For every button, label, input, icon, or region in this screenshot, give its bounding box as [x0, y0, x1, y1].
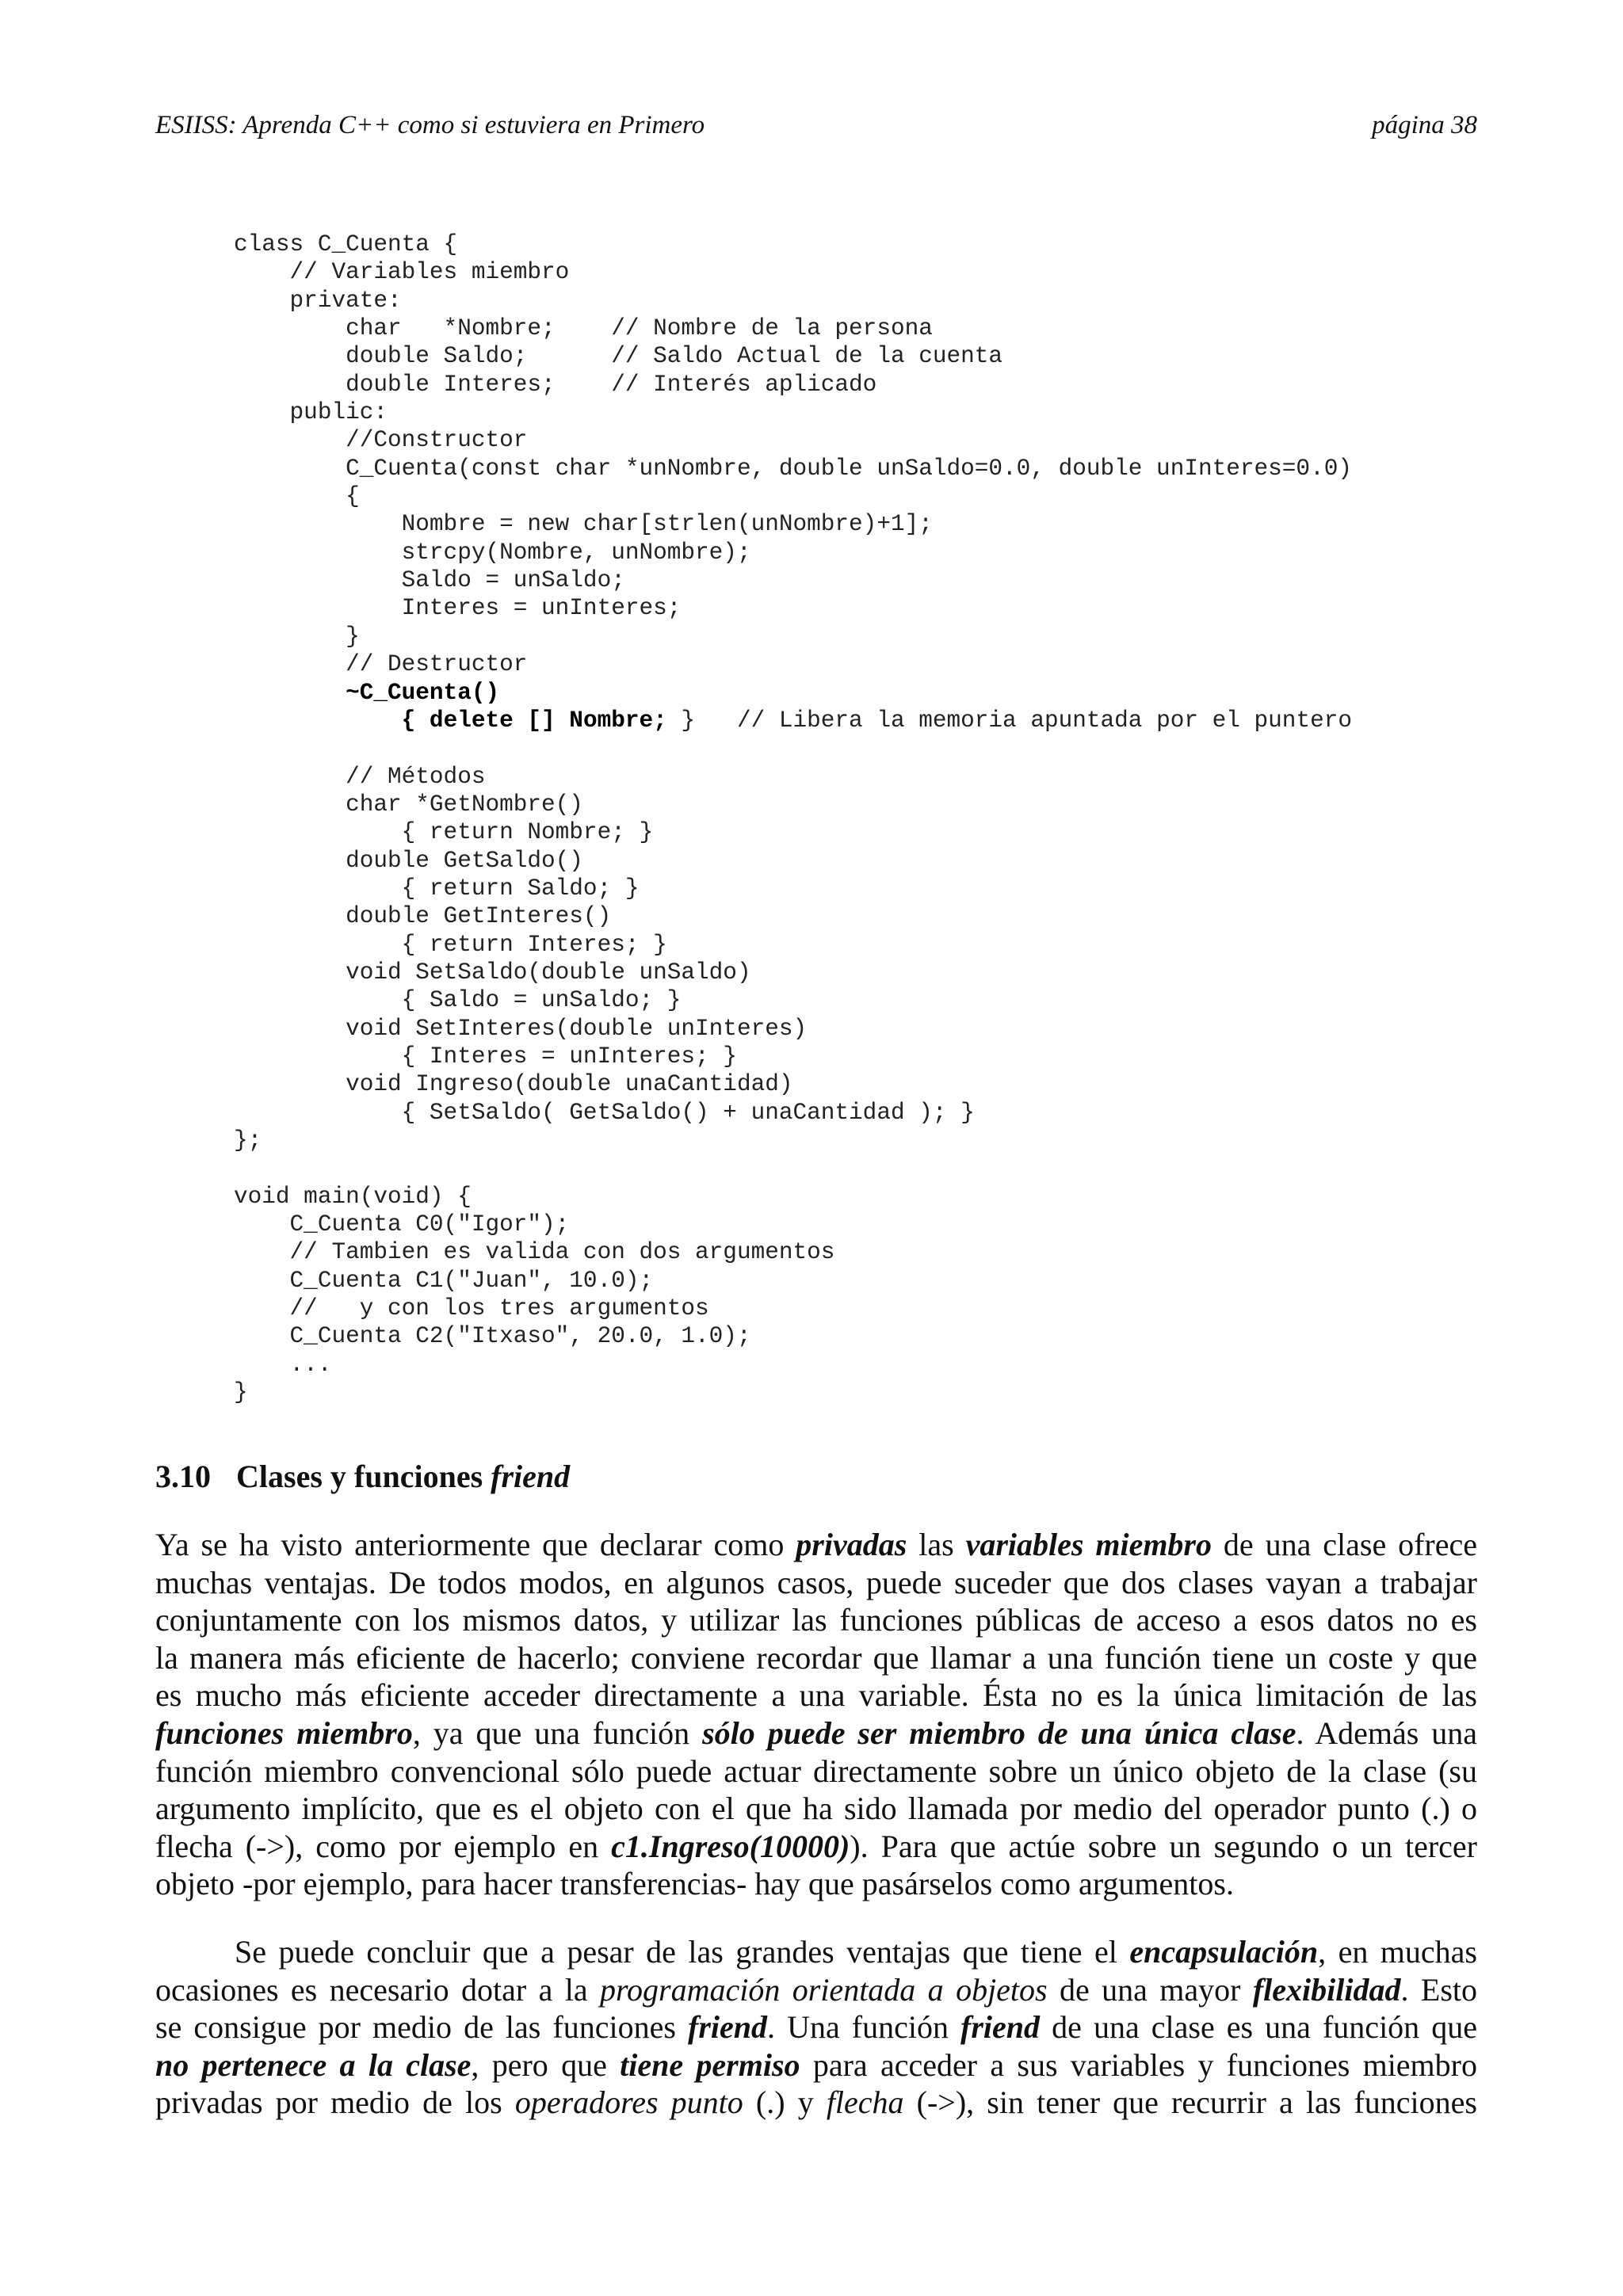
emphasis-privadas: privadas: [796, 1527, 907, 1562]
paragraph-1: [155, 1526, 1477, 1903]
code-line: {: [234, 483, 360, 510]
code-line: { return Nombre; }: [234, 819, 654, 846]
paragraph-line: la manera más eficiente de hacerlo; conviene recordar que llamar a una función tiene un coste y que: [155, 1639, 1477, 1676]
code-line: Nombre = new char[strlen(unNombre)+1];: [234, 511, 933, 538]
code-line: C_Cuenta C1("Juan", 10.0);: [234, 1267, 654, 1294]
paragraph-line: [155, 1971, 1477, 2009]
code-line: public:: [234, 399, 388, 426]
code-line: char *Nombre; // Nombre de la persona: [234, 315, 933, 342]
text-run: se consigue por medio de las funciones: [155, 2009, 688, 2046]
emphasis-ingreso-call: c1.Ingreso(10000): [611, 1828, 850, 1864]
text-run: privadas por medio de los: [155, 2084, 515, 2121]
emphasis-friend: friend: [960, 2009, 1041, 2046]
code-line: // y con los tres argumentos: [234, 1295, 709, 1322]
code-line: [234, 734, 1518, 762]
text-run: de una clase es una función que: [1040, 2009, 1478, 2046]
text-run: las: [907, 1527, 966, 1562]
emphasis-no-pertenece: no pertenece a la clase: [155, 2046, 472, 2083]
paragraph-2: [155, 1933, 1477, 2122]
code-line: // Destructor: [234, 651, 528, 678]
section-title-text: Clases y funciones: [236, 1459, 491, 1494]
code-line: C_Cuenta C0("Igor");: [234, 1211, 570, 1238]
emphasis-poo: programación orientada a objetos: [599, 1971, 1048, 2008]
code-line: { Saldo = unSaldo; }: [234, 987, 682, 1014]
code-line: void SetSaldo(double unSaldo): [234, 959, 751, 986]
code-line: };: [234, 1127, 262, 1154]
emphasis-variables-miembro: variables miembro: [965, 1527, 1212, 1562]
code-line: void Ingreso(double unaCantidad): [234, 1071, 793, 1098]
code-line: { SetSaldo( GetSaldo() + unaCantidad ); }: [234, 1099, 975, 1126]
emphasis-flecha: flecha: [826, 2084, 904, 2121]
code-indent: [234, 707, 402, 734]
code-line: Saldo = unSaldo;: [234, 567, 625, 594]
code-line: class C_Cuenta {: [234, 231, 458, 257]
code-line: C_Cuenta C2("Itxaso", 20.0, 1.0);: [234, 1323, 751, 1350]
page-header: [155, 111, 1477, 151]
header-title: ESIISS: Aprenda C++ como si estuviera en Primero: [155, 111, 705, 139]
paragraph-line: conjuntamente con los mismos datos, y utilizar las funciones públicas de acceso a esos datos no es: [155, 1602, 1477, 1638]
paragraph-line: [155, 2046, 1477, 2084]
text-run: Ya se ha visto anteriormente que declarar como: [155, 1527, 796, 1562]
code-line: C_Cuenta(const char *unNombre, double unSaldo=0.0, double unInteres=0.0): [234, 455, 1352, 482]
emphasis-operadores-punto: operadores punto: [514, 2084, 743, 2121]
emphasis-tiene-permiso: tiene permiso: [620, 2046, 800, 2083]
text-run: , ya que una función: [412, 1714, 703, 1751]
code-line: void main(void) {: [234, 1183, 472, 1210]
text-run: de una clase ofrece: [1212, 1527, 1478, 1562]
text-run: flecha (->), como por ejemplo en: [155, 1828, 612, 1864]
code-line: }: [234, 1379, 248, 1406]
text-run: ). Para que actúe sobre un segundo o un tercer: [850, 1828, 1478, 1864]
code-line: { return Interes; }: [234, 931, 667, 958]
paragraph-line: [155, 1526, 1477, 1564]
paragraph-line: [155, 2084, 1477, 2122]
code-line: private:: [234, 287, 402, 314]
emphasis-unica-clase: sólo puede ser miembro de una única clase: [702, 1714, 1296, 1751]
code-line: [234, 1154, 1518, 1182]
code-line: void SetInteres(double unInteres): [234, 1015, 808, 1042]
paragraph-line: [155, 2008, 1477, 2046]
code-line-destructor: ~C_Cuenta(): [234, 679, 500, 706]
page-number: página 38: [1372, 111, 1477, 139]
text-run: . Una función: [767, 2009, 961, 2046]
paragraph-line: objeto -por ejemplo, para hacer transferencias- hay que pasárselos como argumentos.: [155, 1866, 1234, 1902]
section-heading: [155, 1458, 570, 1495]
text-run: Se puede concluir que a pesar de las grandes ventajas que tiene el: [235, 1934, 1130, 1970]
emphasis-funciones-miembro: funciones miembro: [155, 1714, 413, 1751]
code-line: double GetSaldo(): [234, 847, 583, 874]
code-line: strcpy(Nombre, unNombre);: [234, 539, 751, 566]
emphasis-flexibilidad: flexibilidad: [1252, 1971, 1401, 2008]
section-number: 3.10: [155, 1459, 211, 1494]
code-line: double GetInteres(): [234, 903, 612, 930]
paragraph-line: [155, 1828, 1477, 1866]
code-bold-delete: { delete [] Nombre;: [401, 707, 667, 734]
code-line: // Variables miembro: [234, 259, 570, 286]
paragraph-line: muchas ventajas. De todos modos, en algunos casos, puede suceder que dos clases vayan a trabajar: [155, 1564, 1477, 1600]
code-line: ...: [234, 1351, 332, 1378]
code-line: // Métodos: [234, 763, 486, 790]
code-line: //Constructor: [234, 427, 528, 454]
code-line: double Saldo; // Saldo Actual de la cuenta: [234, 343, 1003, 370]
code-line: { return Saldo; }: [234, 875, 640, 902]
code-line-destructor-body: [234, 707, 1518, 734]
text-run: de una mayor: [1047, 1971, 1253, 2008]
text-run: (->), sin tener que recurrir a las funciones: [903, 2084, 1477, 2121]
text-run: para acceder a sus variables y funciones miembro: [800, 2046, 1477, 2083]
paragraph-line: [155, 1714, 1477, 1753]
emphasis-encapsulacion: encapsulación: [1129, 1934, 1319, 1970]
code-line: // Tambien es valida con dos argumentos: [234, 1239, 835, 1266]
text-run: , pero que: [471, 2046, 621, 2083]
section-title-italic: friend: [491, 1459, 571, 1494]
paragraph-line: argumento implícito, que es el objeto con el que ha sido llamada por medio del operador punto (.) o: [155, 1791, 1477, 1827]
text-run: ocasiones es necesario dotar a la: [155, 1971, 600, 2008]
code-line: Interes = unInteres;: [234, 595, 682, 622]
code-line: char *GetNombre(): [234, 791, 583, 818]
code-listing: [234, 231, 1518, 1406]
text-run: . Esto: [1400, 1971, 1477, 2008]
text-run: (.) y: [743, 2084, 827, 2121]
code-line: }: [234, 623, 360, 650]
code-comment: } // Libera la memoria apuntada por el puntero: [666, 707, 1352, 734]
code-line: double Interes; // Interés aplicado: [234, 371, 877, 398]
code-line: { Interes = unInteres; }: [234, 1043, 737, 1070]
emphasis-friend: friend: [688, 2009, 767, 2046]
paragraph-line: es mucho más eficiente acceder directamente a una variable. Ésta no es la única limitación de las: [155, 1677, 1477, 1714]
text-run: . Además una: [1296, 1714, 1478, 1751]
paragraph-line: función miembro convencional sólo puede actuar directamente sobre un único objeto de la clase (su: [155, 1753, 1477, 1789]
text-run: , en muchas: [1318, 1934, 1477, 1970]
paragraph-line: [155, 1933, 1477, 1971]
